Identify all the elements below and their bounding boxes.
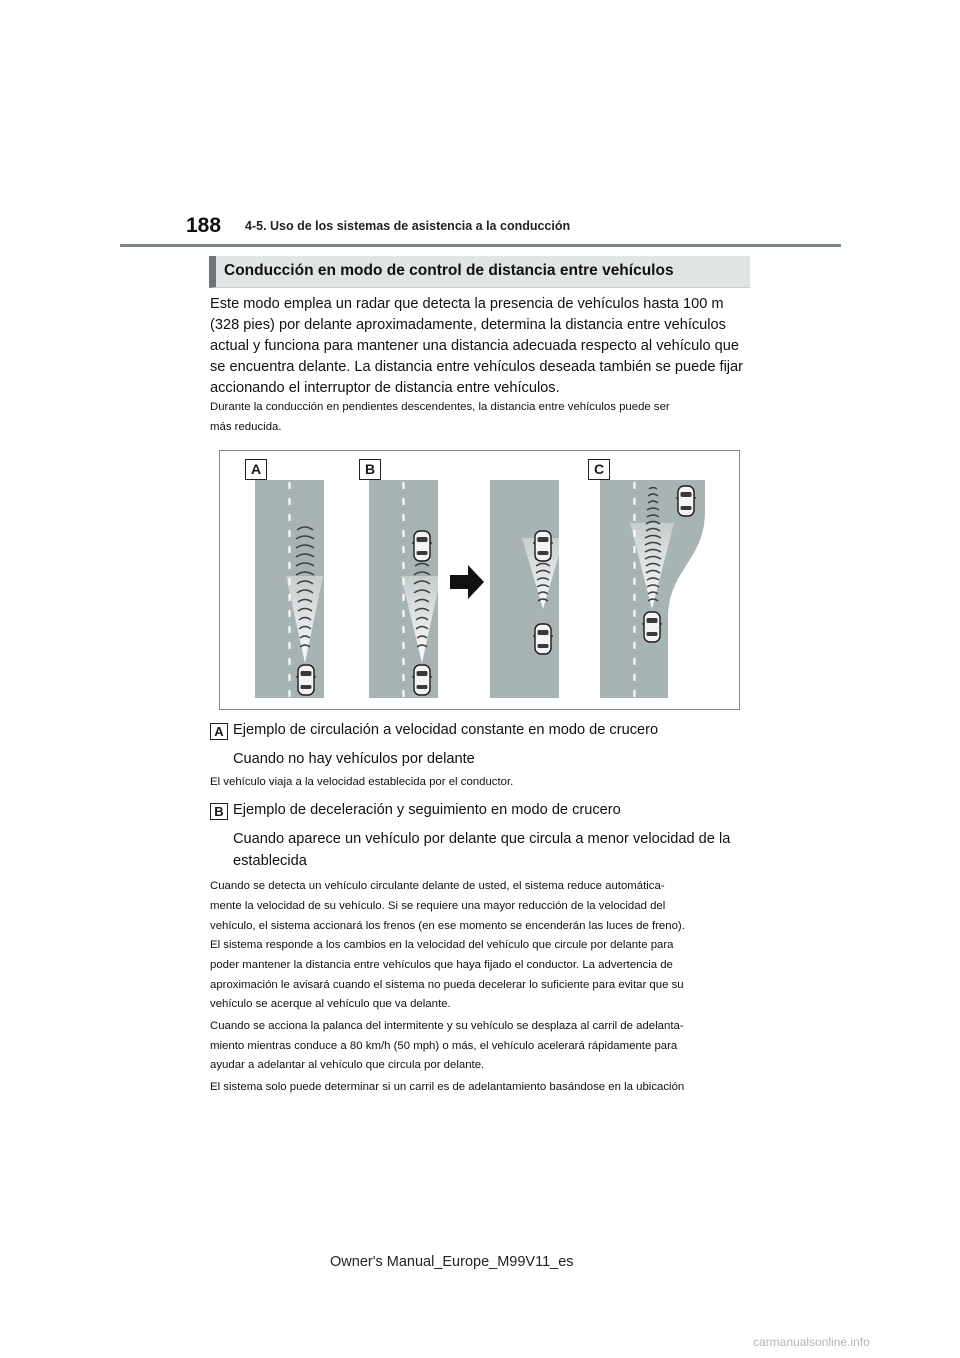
item-a-marker: A (210, 723, 228, 740)
intro-line-2: (328 pies) por delante aproximadamente, determina la distancia entre vehículos (210, 317, 726, 333)
item-b-body-line-6: aproximación le avisará cuando el sistema no pueda decelerar lo suficiente para evitar que su (210, 979, 684, 991)
own-car-b (412, 665, 432, 695)
road-b-after (490, 480, 564, 698)
item-b-body-line-2: mente la velocidad de su vehículo. Si se requiere una mayor reducción de la velocidad del (210, 900, 666, 912)
item-b-title: Ejemplo de deceleración y seguimiento en modo de crucero (233, 802, 621, 818)
item-a-title: Ejemplo de circulación a velocidad constante en modo de crucero (233, 722, 659, 738)
item-b-body-line-1: Cuando se detecta un vehículo circulante delante de usted, el sistema reduce automática- (210, 880, 665, 892)
lead-car-b-after (533, 531, 553, 561)
watermark: carmanualsonline.info (753, 1335, 870, 1349)
item-b-body-line-9: miento mientras conduce a 80 km/h (50 mph) o más, el vehículo acelerará rápidamente para (210, 1040, 678, 1052)
road-c (600, 480, 705, 698)
road-a (255, 480, 324, 698)
item-b-body-line-8: Cuando se acciona la palanca del intermitente y su vehículo se desplaza al carril de adelanta- (210, 1020, 684, 1032)
item-b-body-line-11: El sistema solo puede determinar si un carril es de adelantamiento basándose en la ubicación (210, 1081, 685, 1093)
intro-line-1: Este modo emplea un radar que detecta la presencia de vehículos hasta 100 m (210, 296, 724, 312)
own-car-c (642, 612, 662, 642)
own-car-a (296, 665, 316, 695)
road-b (369, 480, 441, 698)
section-title: Conducción en modo de control de distancia entre vehículos (224, 262, 674, 279)
lead-car-c (676, 486, 696, 516)
item-a-note: El vehículo viaja a la velocidad establecida por el conductor. (210, 776, 514, 788)
item-b-body-line-4: El sistema responde a los cambios en la velocidad del vehículo que circule por delante para (210, 939, 674, 951)
own-car-b-after (533, 624, 553, 654)
item-b-subtitle-line-2: establecida (233, 853, 307, 869)
figure-label-b: B (359, 459, 381, 480)
figure-label-c: C (588, 459, 610, 480)
page-number: 188 (186, 214, 222, 237)
item-b-body-line-10: ayudar a adelantar al vehículo que circula por delante. (210, 1059, 485, 1071)
intro-note-line-2: más reducida. (210, 421, 282, 433)
intro-line-4: se encuentra delante. La distancia entre vehículos deseada también se puede fijar (210, 359, 744, 375)
intro-line-5: accionando el interruptor de distancia entre vehículos. (210, 380, 560, 396)
acc-illustration (220, 451, 739, 709)
lead-car-b (412, 531, 432, 561)
section-heading (209, 256, 750, 288)
manual-id: Owner's Manual_Europe_M99V11_es (330, 1254, 574, 1270)
item-b-body-line-3: vehículo, el sistema accionará los frenos (en ese momento se encenderán las luces de freno). (210, 920, 685, 932)
transition-arrow (450, 565, 484, 599)
running-title: 4-5. Uso de los sistemas de asistencia a la conducción (245, 219, 571, 233)
intro-note-line-1: Durante la conducción en pendientes descendentes, la distancia entre vehículos puede ser (210, 401, 670, 413)
intro-line-3: actual y funciona para mantener una distancia adecuada respecto al vehículo que (210, 338, 739, 354)
item-a-subtitle: Cuando no hay vehículos por delante (233, 751, 475, 767)
item-b-subtitle-line-1: Cuando aparece un vehículo por delante que circula a menor velocidad de la (233, 831, 731, 847)
acc-figure (219, 450, 740, 710)
header-rule (120, 244, 841, 247)
item-b-body-line-7: vehículo se acerque al vehículo que va delante. (210, 998, 451, 1010)
figure-label-a: A (245, 459, 267, 480)
item-b-body-line-5: poder mantener la distancia entre vehículos que haya fijado el conductor. La advertencia de (210, 959, 673, 971)
item-b-marker: B (210, 803, 228, 820)
